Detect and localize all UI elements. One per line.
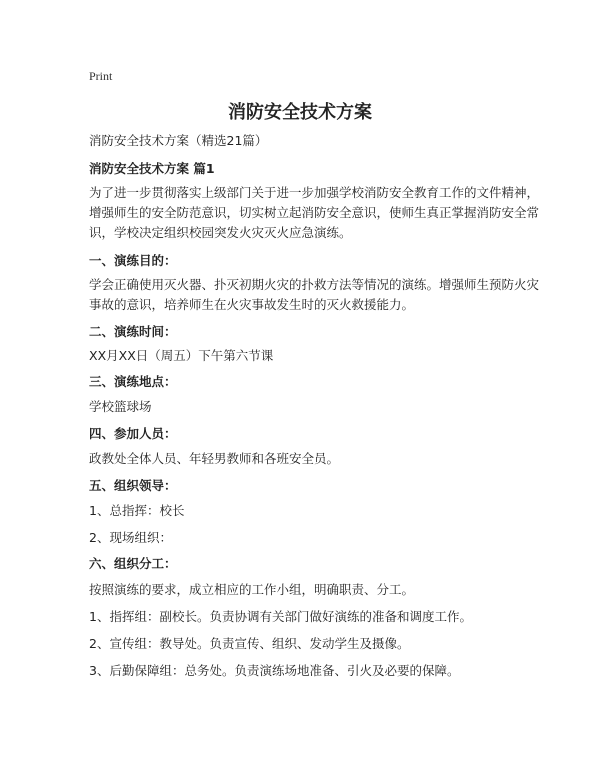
intro-line: 为了进一步贯彻落实上级部门关于进一步加强学校消防安全教育工作的文件精神， (89, 185, 540, 200)
heading-leadership: 五、组织领导： (89, 478, 177, 493)
people-value: 政教处全体人员、年轻男教师和各班安全员。 (89, 451, 340, 466)
division-item: 2、宣传组：教导处。负责宣传、组织、发动学生及摄像。 (89, 636, 410, 651)
heading-division: 六、组织分工： (89, 556, 177, 571)
division-intro: 按照演练的要求，成立相应的工作小组，明确职责、分工。 (89, 582, 415, 597)
leader-item: 2、现场组织： (89, 530, 172, 545)
heading-place: 三、演练地点： (89, 374, 177, 389)
time-value: XX月XX日（周五）下午第六节课 (89, 348, 274, 363)
heading-time: 二、演练时间： (89, 324, 177, 339)
subtitle: 消防安全技术方案（精选21篇） (89, 133, 268, 148)
purpose-line: 事故的意识，培养师生在火灾事故发生时的灭火救援能力。 (89, 297, 415, 312)
intro-line: 增强师生的安全防范意识，切实树立起消防安全意识，使师生真正掌握消防安全常 (89, 205, 540, 220)
page-title: 消防安全技术方案 (228, 102, 372, 123)
intro-line: 识，学校决定组织校园突发火灾灭火应急演练。 (89, 225, 352, 240)
place-value: 学校篮球场 (89, 399, 152, 414)
section-heading: 消防安全技术方案 篇1 (89, 161, 215, 176)
division-item: 3、后勤保障组：总务处。负责演练场地准备、引火及必要的保障。 (89, 663, 460, 678)
division-item: 1、指挥组：副校长。负责协调有关部门做好演练的准备和调度工作。 (89, 609, 472, 624)
print-label[interactable]: Print (89, 69, 113, 83)
purpose-line: 学会正确使用灭火器、扑灭初期火灾的扑救方法等情况的演练。增强师生预防火灾 (89, 277, 540, 292)
leader-item: 1、总指挥：校长 (89, 503, 185, 518)
heading-people: 四、参加人员： (89, 426, 177, 441)
heading-purpose: 一、演练目的： (89, 253, 177, 268)
